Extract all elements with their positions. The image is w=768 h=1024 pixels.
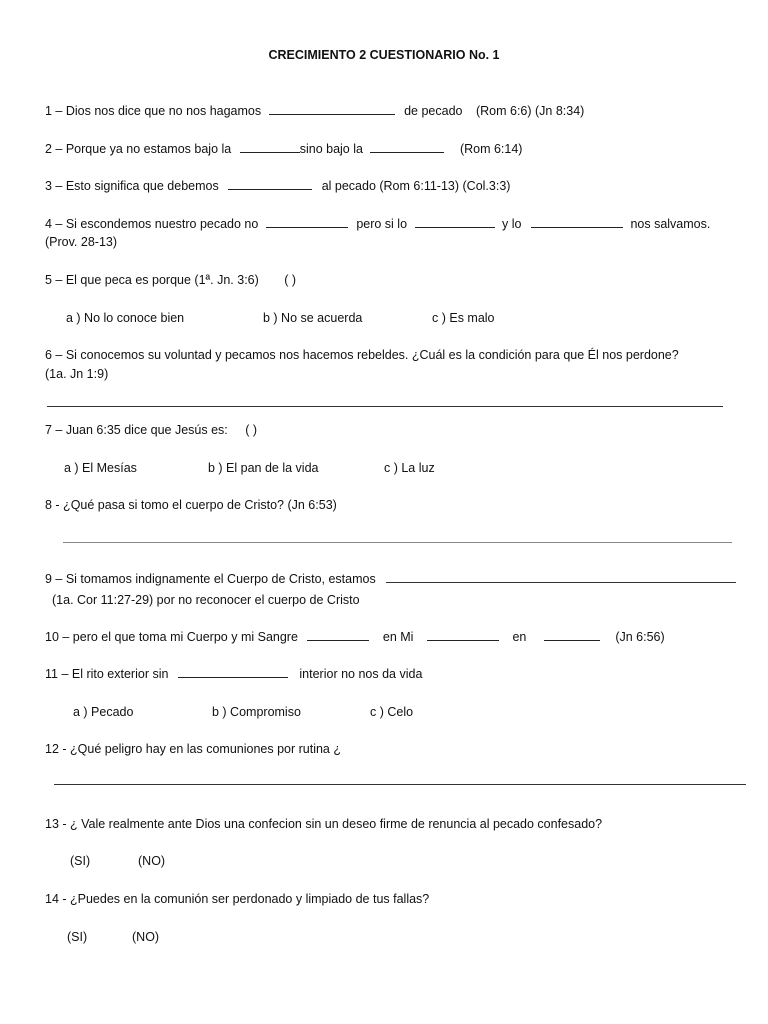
question-10	[45, 629, 665, 645]
question-5	[45, 272, 296, 288]
q4-blank-2[interactable]	[415, 216, 495, 228]
question-7	[45, 422, 257, 438]
q2-blank-1[interactable]	[240, 141, 300, 153]
q6-reference: (1a. Jn 1:9)	[45, 367, 109, 381]
q4-text: 4 – Si escondemos nuestro pecado no	[45, 217, 259, 231]
q6-answer-line[interactable]	[47, 406, 723, 407]
q10-blank-3[interactable]	[544, 629, 600, 641]
q1-reference: (Rom 6:6) (Jn 8:34)	[475, 104, 585, 118]
question-9	[45, 571, 376, 587]
q3-text-b: al pecado (Rom 6:11-13) (Col.3:3)	[321, 179, 511, 193]
q11-text-b: interior no nos da vida	[299, 667, 423, 681]
q5-text: 5 – El que peca es porque (1ª. Jn. 3:6)	[45, 273, 259, 287]
q10-blank-2[interactable]	[427, 629, 499, 641]
q10-reference: (Jn 6:56)	[615, 630, 665, 644]
q14-option-no[interactable]: (NO)	[132, 930, 160, 944]
q11-text: 11 – El rito exterior sin	[45, 667, 169, 681]
q3-blank[interactable]	[228, 178, 312, 190]
q5-option-b[interactable]: b ) No se acuerda	[263, 311, 363, 325]
q4-text-c: y lo	[502, 217, 522, 231]
q10-text: 10 – pero el que toma mi Cuerpo y mi Sangre	[45, 630, 298, 644]
page-title: CRECIMIENTO 2 CUESTIONARIO No. 1	[268, 48, 500, 62]
q4-blank-3[interactable]	[531, 216, 623, 228]
q5-option-a[interactable]: a ) No lo conoce bien	[66, 311, 185, 325]
q7-text: 7 – Juan 6:35 dice que Jesús es:	[45, 423, 228, 437]
q11-option-b[interactable]: b ) Compromiso	[212, 705, 301, 719]
q11-blank[interactable]	[178, 666, 288, 678]
question-4	[45, 216, 710, 232]
q2-text-b: sino bajo la	[299, 142, 363, 156]
q5-answer-box[interactable]: ( )	[284, 273, 297, 287]
q9-text: 9 – Si tomamos indignamente el Cuerpo de Cristo, estamos	[45, 572, 376, 586]
q1-text: 1 – Dios nos dice que no nos hagamos	[45, 104, 262, 118]
q10-text-c: en	[512, 630, 527, 644]
question-3	[45, 178, 510, 194]
question-12: 12 - ¿Qué peligro hay en las comuniones por rutina ¿	[45, 742, 341, 756]
q7-option-b[interactable]: b ) El pan de la vida	[208, 461, 319, 475]
q4-text-d: nos salvamos.	[630, 217, 711, 231]
q1-text-b: de pecado	[404, 104, 463, 118]
q2-text: 2 – Porque ya no estamos bajo la	[45, 142, 232, 156]
q8-answer-line[interactable]	[63, 542, 732, 543]
question-14: 14 - ¿Puedes en la comunión ser perdonado y limpiado de tus fallas?	[45, 892, 430, 906]
q10-blank-1[interactable]	[307, 629, 369, 641]
question-8: 8 - ¿Qué pasa si tomo el cuerpo de Cristo? (Jn 6:53)	[45, 498, 337, 512]
q11-option-a[interactable]: a ) Pecado	[73, 705, 134, 719]
q11-option-c[interactable]: c ) Celo	[370, 705, 414, 719]
q2-blank-2[interactable]	[370, 141, 444, 153]
q5-option-c[interactable]: c ) Es malo	[432, 311, 495, 325]
q14-option-si[interactable]: (SI)	[67, 930, 88, 944]
q1-blank[interactable]	[269, 103, 395, 115]
question-1	[45, 103, 584, 119]
q7-option-a[interactable]: a ) El Mesías	[64, 461, 137, 475]
q7-answer-box[interactable]: ( )	[245, 423, 258, 437]
q4-text-b: pero si lo	[356, 217, 408, 231]
q4-reference: (Prov. 28-13)	[45, 235, 118, 249]
q3-text: 3 – Esto significa que debemos	[45, 179, 219, 193]
q10-text-b: en Mi	[382, 630, 414, 644]
q13-option-si[interactable]: (SI)	[70, 854, 91, 868]
question-11	[45, 666, 422, 682]
q13-option-no[interactable]: (NO)	[138, 854, 166, 868]
q2-reference: (Rom 6:14)	[459, 142, 523, 156]
q9-blank[interactable]	[386, 582, 736, 583]
q9-reference: (1a. Cor 11:27-29) por no reconocer el cuerpo de Cristo	[52, 593, 360, 607]
question-6: 6 – Si conocemos su voluntad y pecamos nos hacemos rebeldes. ¿Cuál es la condición para que Él nos perdone?	[45, 348, 679, 362]
q7-option-c[interactable]: c ) La luz	[384, 461, 435, 475]
question-13: 13 - ¿ Vale realmente ante Dios una confecion sin un deseo firme de renuncia al pecado confesado?	[45, 817, 603, 831]
q12-answer-line[interactable]	[54, 784, 746, 785]
question-2	[45, 141, 522, 157]
q4-blank-1[interactable]	[266, 216, 348, 228]
